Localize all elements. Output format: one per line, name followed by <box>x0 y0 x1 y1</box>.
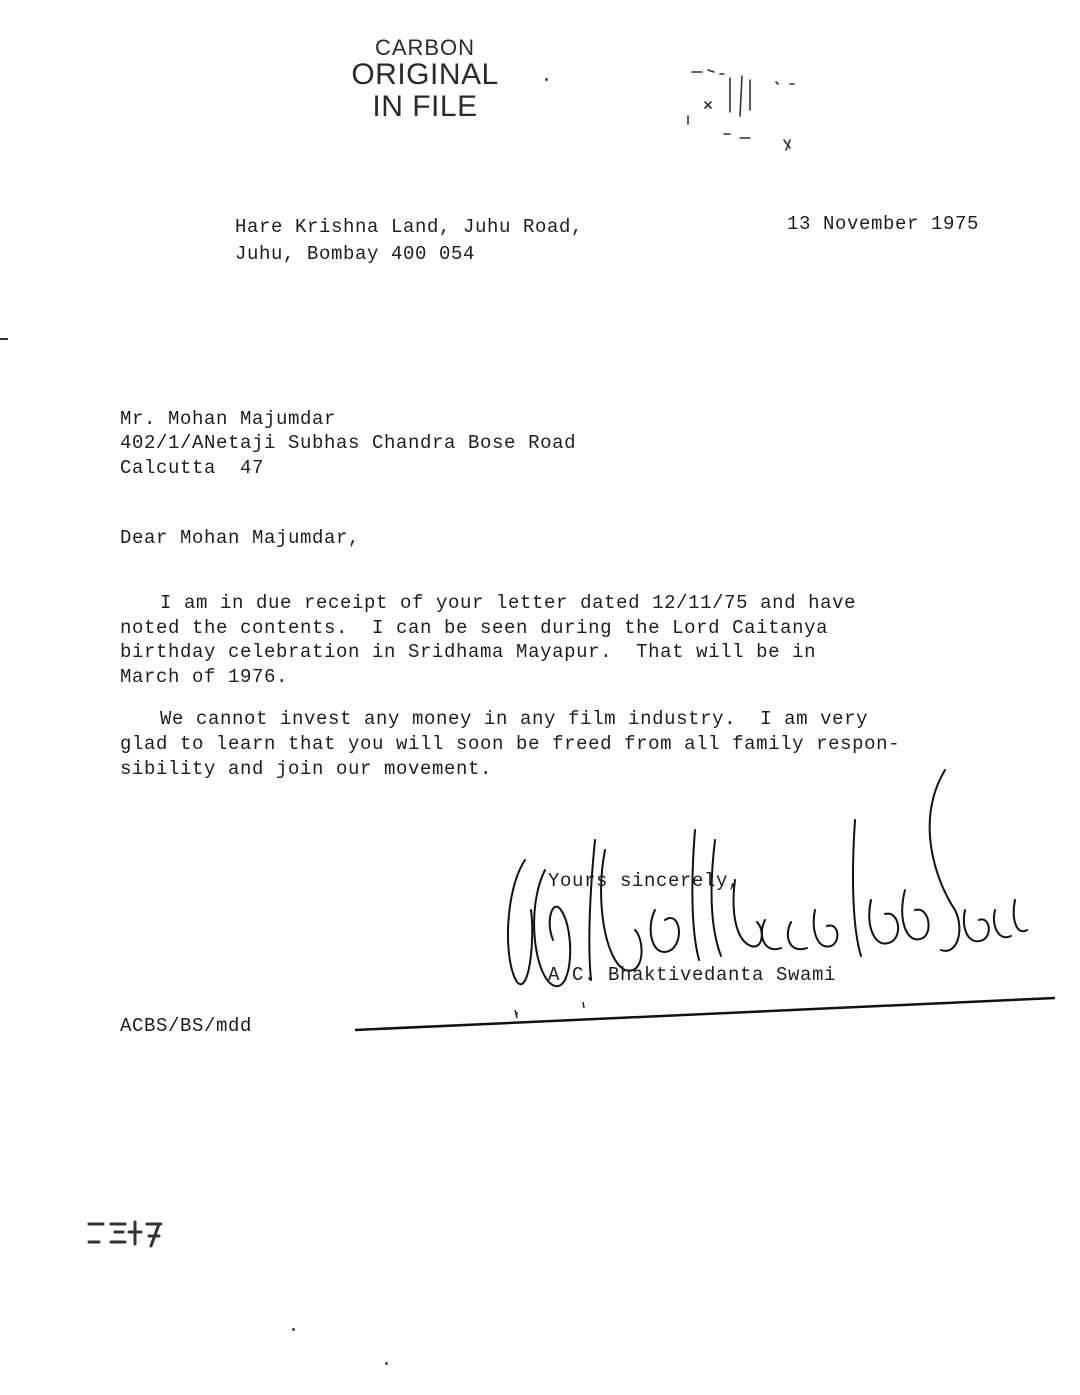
body-line: sibility and join our movement. <box>120 758 493 780</box>
stamp-line-1: CARBON <box>374 35 476 60</box>
page-smudge-mark-icon <box>85 1216 175 1256</box>
recipient-name: Mr. Mohan Majumdar <box>120 408 337 430</box>
carbon-original-stamp <box>340 36 510 122</box>
body-line: I am in due receipt of your letter dated 12/11/75 and have <box>160 592 857 614</box>
closing: Yours sincerely, <box>548 870 741 892</box>
signer-name: A.C. Bhaktivedanta Swami <box>548 964 837 986</box>
sender-address-line-1: Hare Krishna Land, Juhu Road, <box>235 216 584 238</box>
recipient-address-line-2: Calcutta 47 <box>120 457 265 479</box>
speck <box>545 78 548 81</box>
sender-address-line-2: Juhu, Bombay 400 054 <box>235 243 476 265</box>
recipient-address-line-1: 402/1/ANetaji Subhas Chandra Bose Road <box>120 432 577 454</box>
speck <box>292 1328 295 1331</box>
body-line: birthday celebration in Sridhama Mayapur. That will be in <box>120 641 817 663</box>
body-line: We cannot invest any money in any film industry. I am very <box>160 708 869 730</box>
body-line: noted the contents. I can be seen during the Lord Caitanya <box>120 617 829 639</box>
margin-tick <box>0 338 8 340</box>
speck <box>515 1012 518 1015</box>
stamp-line-3: IN FILE <box>372 89 478 123</box>
speck <box>385 1362 388 1365</box>
stamp-line-2: ORIGINAL <box>351 58 499 92</box>
archive-mark-icon <box>680 60 820 160</box>
signature-underline <box>355 996 1055 1036</box>
letter-date: 13 November 1975 <box>787 213 980 235</box>
body-line: glad to learn that you will soon be freed from all family respon- <box>120 733 901 755</box>
reference-initials: ACBS/BS/mdd <box>120 1015 253 1037</box>
body-line: March of 1976. <box>120 666 289 688</box>
salutation: Dear Mohan Majumdar, <box>120 527 361 549</box>
